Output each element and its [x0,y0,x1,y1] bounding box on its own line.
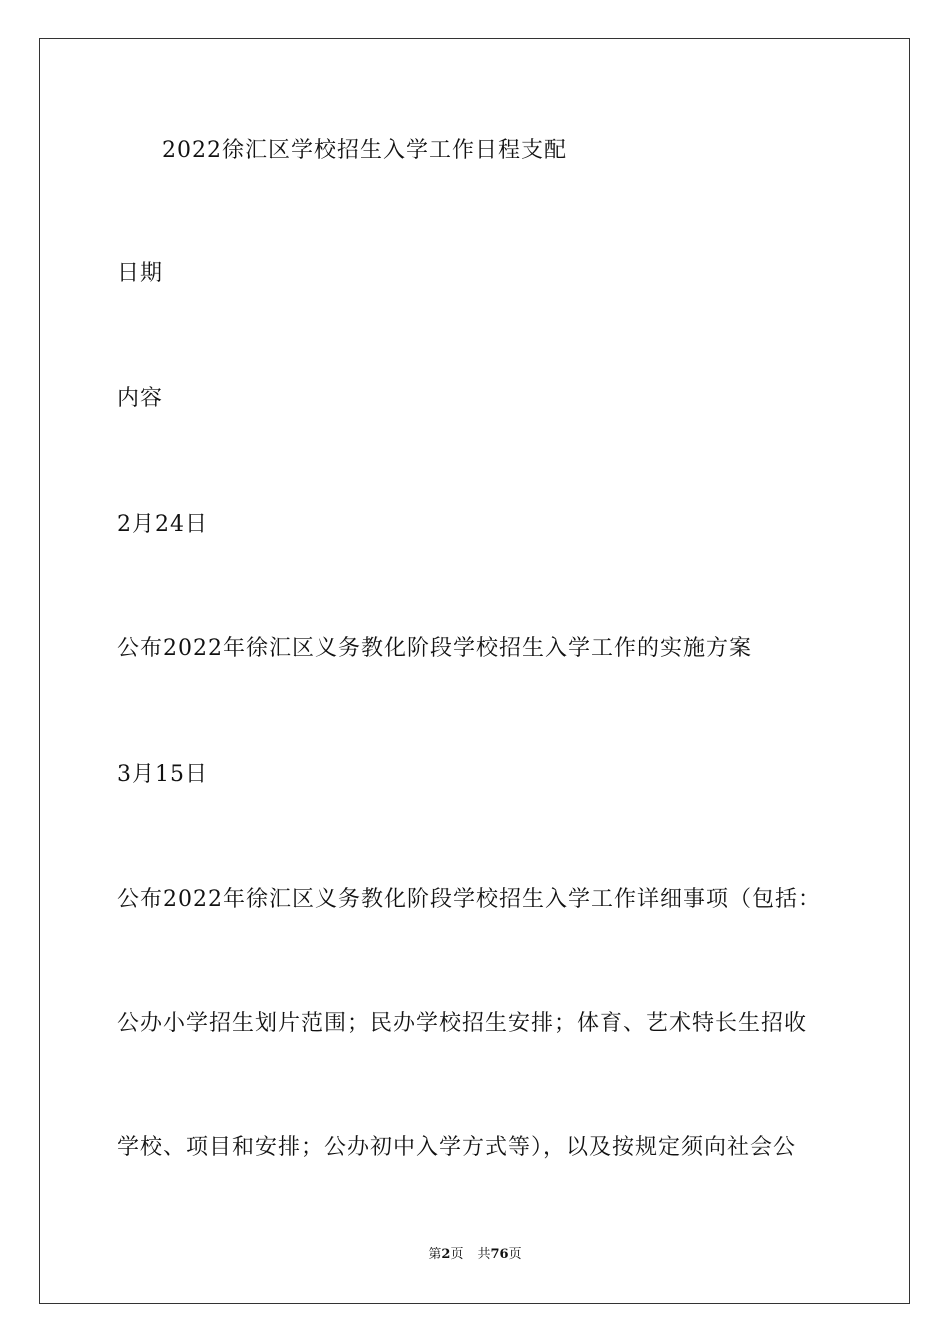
text-line-date-header: 日期 [117,261,164,286]
text-line-date-1: 2月24日 [117,512,208,537]
footer-page-prefix: 第 [428,1247,442,1262]
text-line-content-2c: 学校、项目和安排；公办初中入学方式等），以及按规定须向社会公 [117,1135,797,1160]
text-line-content-2a: 公布2022年徐汇区义务教化阶段学校招生入学工作详细事项（包括： [117,887,821,912]
page-border [39,38,910,1304]
footer-page-suffix: 页 [450,1247,464,1262]
footer-page-number: 2 [441,1247,451,1262]
page-footer [0,1246,950,1264]
text-line-content-1: 公布2022年徐汇区义务教化阶段学校招生入学工作的实施方案 [117,636,752,661]
document-title: 2022徐汇区学校招生入学工作日程支配 [162,138,567,163]
text-line-content-header: 内容 [117,386,164,411]
text-line-date-2: 3月15日 [117,762,208,787]
footer-total-prefix: 共 [477,1247,491,1262]
footer-total-suffix: 页 [508,1247,522,1262]
text-line-content-2b: 公办小学招生划片范围；民办学校招生安排；体育、艺术特长生招收 [117,1011,808,1036]
footer-total-pages: 76 [490,1247,509,1262]
